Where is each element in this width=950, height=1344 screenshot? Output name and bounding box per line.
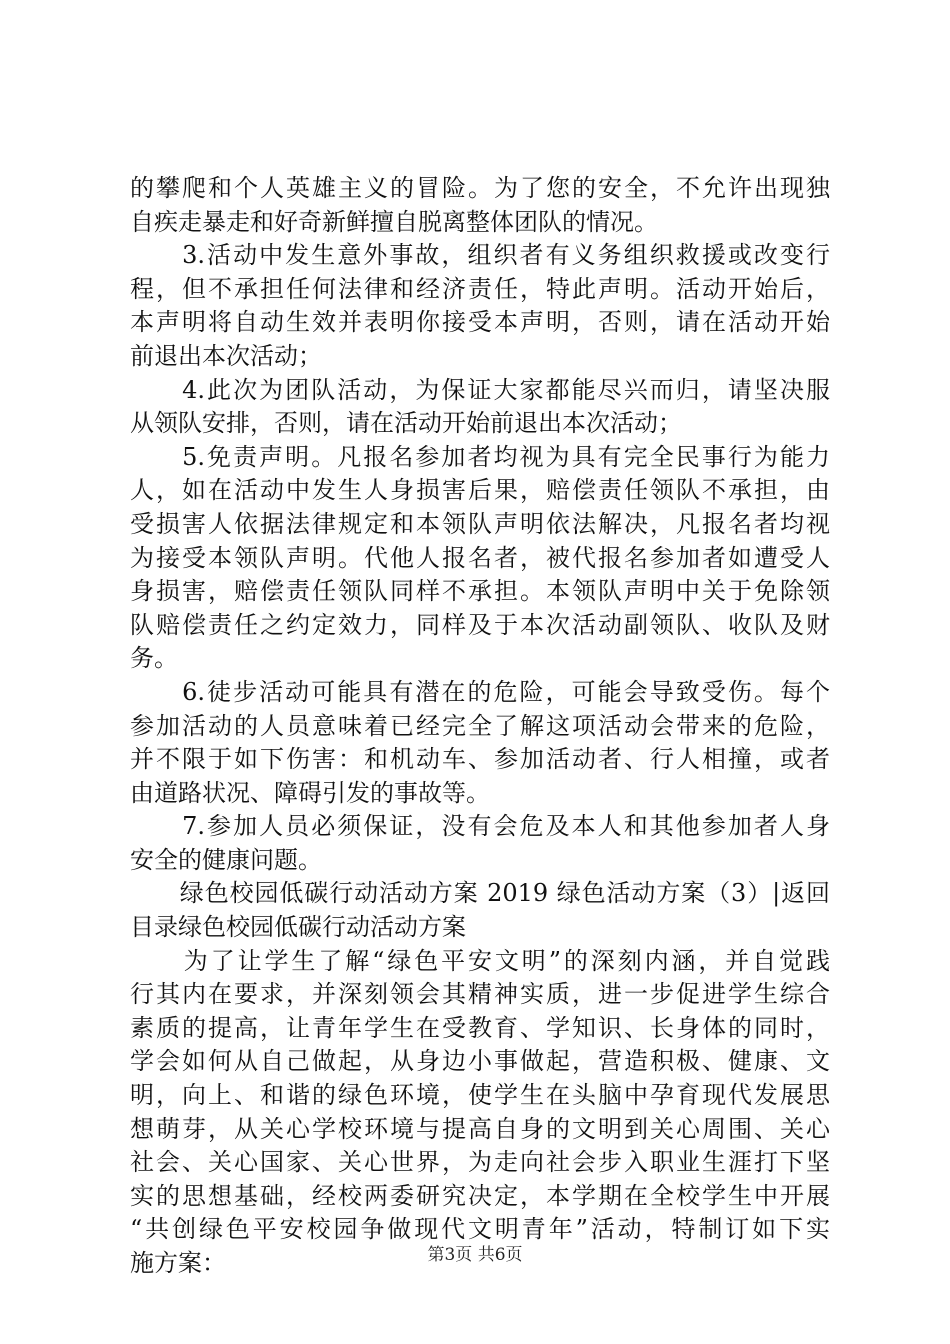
text-line: 明，向上、和谐的绿色环境，使学生在头脑中孕育现代发展思 (130, 1081, 830, 1110)
text-line: 4.此次为团队活动，为保证大家都能尽兴而归，请坚决服 (130, 375, 830, 404)
text-line: 自疾走暴走和好奇新鲜擅自脱离整体团队的情况。 (130, 207, 658, 236)
text-line: 5.免责声明。凡报名参加者均视为具有完全民事行为能力 (130, 442, 830, 471)
text-line: 并不限于如下伤害：和机动车、参加活动者、行人相撞，或者 (130, 745, 830, 774)
text-line: 社会、关心国家、关心世界，为走向社会步入职业生涯打下坚 (130, 1148, 830, 1177)
text-line: 3.活动中发生意外事故，组织者有义务组织救援或改变行 (130, 241, 830, 270)
text-line: 人，如在活动中发生人身损害后果，赔偿责任领队不承担，由 (130, 476, 830, 505)
text-line: 素质的提高，让青年学生在受教育、学知识、长身体的同时， (130, 1013, 830, 1042)
page-number-label: 第3页 共6页 (427, 1245, 523, 1265)
text-line: 行其内在要求，并深刻领会其精神实质，进一步促进学生综合 (130, 980, 830, 1009)
text-line: 为了让学生了解“绿色平安文明”的深刻内涵，并自觉践 (130, 946, 830, 975)
text-line: 受损害人依据法律规定和本领队声明依法解决，凡报名者均视 (130, 509, 830, 538)
page-footer (0, 1240, 950, 1265)
text-line: 7.参加人员必须保证，没有会危及本人和其他参加者人身 (130, 812, 830, 841)
text-line: 参加活动的人员意味着已经完全了解这项活动会带来的危险， (130, 711, 830, 740)
text-line: 本声明将自动生效并表明你接受本声明，否则，请在活动开始 (130, 308, 830, 337)
text-line: 务。 (130, 644, 178, 673)
text-line: 的攀爬和个人英雄主义的冒险。为了您的安全，不允许出现独 (130, 174, 830, 202)
text-line: 施方案： (130, 1249, 226, 1277)
text-line: 前退出本次活动； (130, 341, 322, 370)
text-line: 实的思想基础，经校两委研究决定，本学期在全校学生中开展 (130, 1181, 830, 1210)
text-line: “共创绿色平安校园争做现代文明青年”活动，特制订如下实 (130, 1215, 830, 1244)
text-line: 为接受本领队声明。代他人报名者，被代报名参加者如遭受人 (130, 543, 830, 572)
text-line: 学会如何从自己做起，从身边小事做起，营造积极、健康、文 (130, 1047, 830, 1076)
text-line: 6.徒步活动可能具有潜在的危险，可能会导致受伤。每个 (130, 677, 830, 706)
text-line: 安全的健康问题。 (130, 845, 322, 874)
text-line: 由道路状况、障碍引发的事故等。 (130, 778, 490, 807)
text-line: 程，但不承担任何法律和经济责任，特此声明。活动开始后， (130, 274, 830, 303)
text-line: 想萌芽，从关心学校环境与提高自身的文明到关心周围、关心 (130, 1114, 830, 1143)
text-line: 从领队安排，否则，请在活动开始前退出本次活动； (130, 409, 682, 438)
document-body (130, 172, 830, 1281)
section-heading-line: 绿色校园低碳行动活动方案 2019 绿色活动方案（3）|返回 (130, 879, 830, 908)
section-heading-line: 目录绿色校园低碳行动活动方案 (130, 913, 466, 942)
text-line: 身损害，赔偿责任领队同样不承担。本领队声明中关于免除领 (130, 577, 830, 606)
text-line: 队赔偿责任之约定效力，同样及于本次活动副领队、收队及财 (130, 610, 830, 639)
